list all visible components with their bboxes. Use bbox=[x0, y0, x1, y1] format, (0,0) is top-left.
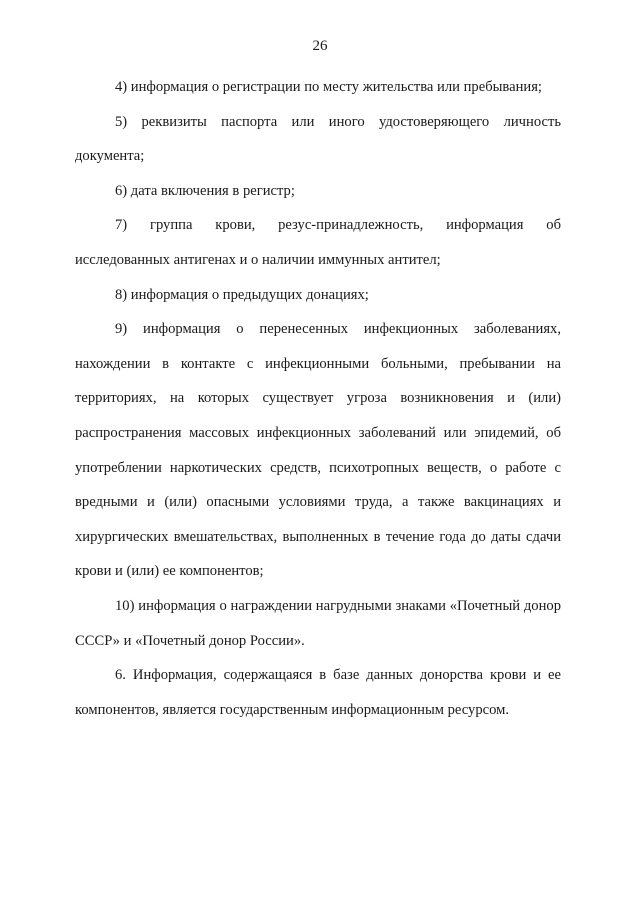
paragraph-item-8: 8) информация о предыдущих донациях; bbox=[115, 286, 369, 303]
paragraph-item-5: 5) реквизиты паспорта или иного удостоверяющего личность документа; bbox=[75, 113, 561, 165]
paragraph-item-9: 9) информация о перенесенных инфекционных заболеваниях, нахождении в контакте с инфекционными больными, пребывании на территориях, на которых существует угроза возникновения и (или) распространения массовых инфекционных заболеваний или эпидемий, об употреблении наркотических средств, психотропных веществ, о работе с вредными и (или) опасными условиями труда, а также вакцинациях и хирургических вмешательствах, выполненных в течение года до даты сдачи крови и (или) ее компонентов; bbox=[75, 321, 561, 580]
paragraph-section-6: 6. Информация, содержащаяся в базе данных донорства крови и ее компонентов, является государственным информационным ресурсом. bbox=[75, 667, 561, 718]
paragraph-item-7: 7) группа крови, резус-принадлежность, информация об исследованных антигенах и о наличии иммунных антител; bbox=[75, 217, 561, 268]
paragraph-item-10: 10) информация о награждении нагрудными знаками «Почетный донор СССР» и «Почетный донор России». bbox=[75, 597, 561, 649]
page-number: 26 bbox=[312, 38, 328, 54]
paragraph-item-4: 4) информация о регистрации по месту жительства или пребывания; bbox=[115, 79, 542, 95]
document-body bbox=[75, 70, 561, 727]
paragraph-item-6: 6) дата включения в регистр; bbox=[115, 182, 295, 199]
